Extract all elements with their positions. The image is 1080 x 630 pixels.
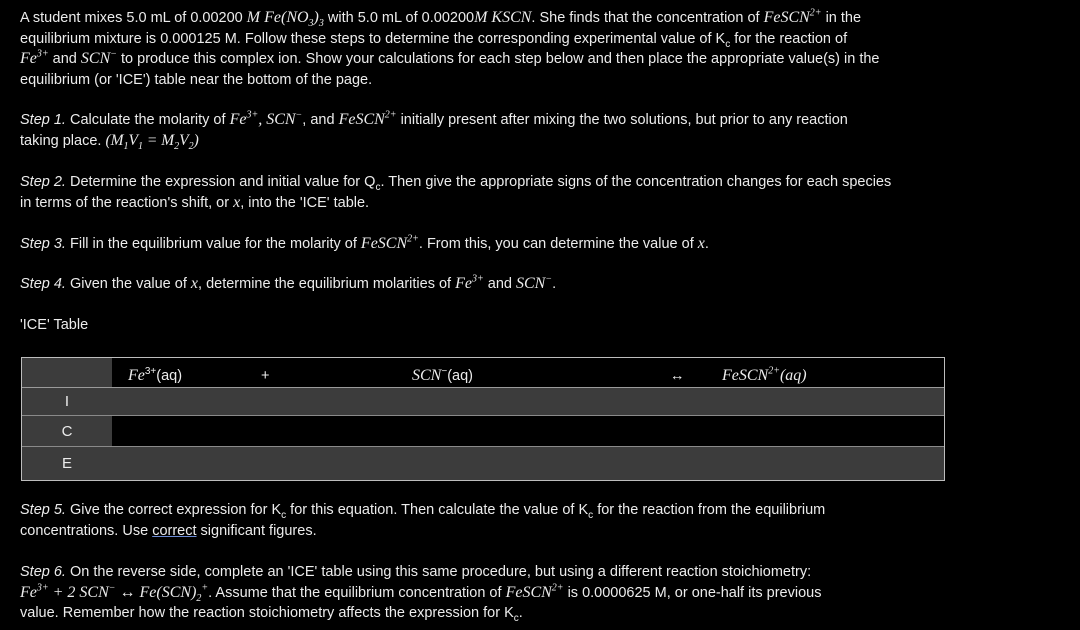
step-text: Given the value of bbox=[69, 276, 187, 292]
step-label: Step 4. bbox=[20, 276, 66, 292]
kc-subscript: c bbox=[513, 612, 519, 624]
kc-subscript: c bbox=[725, 38, 731, 50]
header-plus: + bbox=[261, 368, 270, 384]
step-text: for this equation. Then calculate the value of K bbox=[290, 502, 589, 518]
step-5 bbox=[20, 500, 950, 541]
step-label: Step 1. bbox=[20, 112, 66, 128]
x-variable: x bbox=[697, 235, 705, 252]
complex-formula: FeSCN$^{2+}$ bbox=[360, 233, 419, 252]
step-text: initially present after mixing the two solutions, but prior to any reaction bbox=[400, 112, 848, 128]
row-label-initial: I bbox=[64, 393, 70, 410]
step-text: Fill in the equilibrium value for the molarity of bbox=[69, 236, 357, 252]
complex-formula: FeSCN$^{2+}$ bbox=[763, 7, 822, 26]
kc-subscript: c bbox=[281, 509, 287, 521]
x-variable: x bbox=[233, 193, 241, 211]
intro-paragraph bbox=[20, 8, 950, 90]
complex-formula: FeSCN$^{2+}$ bbox=[505, 582, 564, 601]
step-text: Determine the expression and initial value for Q bbox=[69, 174, 376, 190]
iron-ion: $Fe^{3+}$ bbox=[20, 48, 49, 67]
step-text: , into the 'ICE' table. bbox=[240, 194, 370, 211]
ice-row-initial[interactable] bbox=[22, 388, 944, 416]
intro-text: equilibrium mixture is 0.000125 M. Follow these steps to determine the corresponding experimental value of K bbox=[20, 30, 726, 47]
step-text: significant figures. bbox=[200, 522, 317, 539]
intro-text: A student mixes 5.0 mL of 0.00200 bbox=[20, 10, 243, 26]
step-1 bbox=[20, 110, 950, 151]
step-3 bbox=[20, 234, 950, 255]
step-text: On the reverse side, complete an 'ICE' table using this same procedure, but using a different reaction stoichiometry: bbox=[69, 564, 812, 580]
step-text: concentrations. Use bbox=[20, 522, 149, 539]
step-6 bbox=[20, 562, 950, 624]
ice-header-row bbox=[22, 358, 944, 388]
step-label: Step 5. bbox=[20, 502, 66, 518]
intro-text: . She finds that the concentration of bbox=[531, 10, 760, 26]
iron-nitrate-formula: M $Fe(NO_3)_3$ bbox=[246, 9, 324, 30]
intro-text: equilibrium (or 'ICE') table near the bottom of the page. bbox=[20, 71, 373, 88]
step-label: Step 2. bbox=[20, 174, 66, 190]
step-4 bbox=[20, 274, 950, 295]
iron-ion: $Fe^{3+}$ bbox=[455, 273, 484, 292]
thiocyanate-ion: SCN− bbox=[80, 48, 117, 67]
qc-subscript: c bbox=[375, 181, 381, 193]
dilution-formula: $(M_1V_1 = M_2V_2)$ bbox=[105, 131, 199, 152]
intro-text: in the bbox=[825, 10, 862, 26]
header-equilibrium-arrow: ↔ bbox=[670, 368, 685, 384]
ice-label-column bbox=[22, 358, 112, 387]
step-text: , determine the equilibrium molarities of bbox=[198, 276, 452, 292]
x-variable: x bbox=[190, 275, 199, 292]
step-text: value. Remember how the reaction stoichiometry affects the expression for K bbox=[20, 605, 514, 621]
step-2 bbox=[20, 172, 950, 213]
ice-table bbox=[21, 357, 945, 481]
ice-row-equilibrium[interactable] bbox=[22, 447, 944, 480]
intro-text: and bbox=[52, 51, 77, 67]
row-label-change: C bbox=[61, 423, 73, 440]
intro-text: for the reaction of bbox=[734, 30, 848, 47]
header-iron: $Fe^{3+}(aq)$ bbox=[128, 366, 183, 384]
step-text: is 0.0000625 M, or one-half its previous bbox=[567, 584, 822, 601]
kc-subscript: c bbox=[588, 509, 594, 521]
reaction-equation: $Fe^{3+} + 2$ SCN− ↔ $Fe(SCN)_2^+$ bbox=[20, 582, 209, 604]
step-text: in terms of the reaction's shift, or bbox=[20, 194, 230, 211]
row-label-equilibrium: E bbox=[61, 455, 72, 472]
step-text: . From this, you can determine the value of bbox=[418, 236, 694, 252]
step-text: Calculate the molarity of bbox=[69, 112, 226, 128]
step-label: Step 6. bbox=[20, 564, 66, 580]
thiocyanate-ion: SCN− bbox=[516, 273, 553, 292]
kscn-formula: M KSCN bbox=[474, 9, 532, 26]
header-complex: FeSCN$^{2+}$(aq) bbox=[722, 365, 807, 384]
header-thiocyanate: SCN−(aq) bbox=[412, 366, 473, 384]
iron-ion: $Fe^{3+}$, SCN− bbox=[229, 109, 303, 128]
step-text: . Assume that the equilibrium concentration of bbox=[208, 584, 502, 601]
step-text: for the reaction from the equilibrium bbox=[597, 502, 826, 518]
step-text: . bbox=[518, 605, 523, 621]
step-text: . Then give the appropriate signs of the concentration changes for each species bbox=[380, 174, 892, 190]
intro-text: with 5.0 mL of 0.00200 bbox=[327, 10, 475, 26]
step-text: . bbox=[552, 276, 557, 292]
step-text: and bbox=[487, 276, 512, 292]
complex-formula: FeSCN$^{2+}$ bbox=[338, 109, 397, 128]
step-label: Step 3. bbox=[20, 236, 66, 252]
step-text: , and bbox=[302, 112, 335, 128]
step-text: Give the correct expression for K bbox=[69, 502, 282, 518]
ice-row-change[interactable] bbox=[22, 416, 944, 447]
step-text: taking place. bbox=[20, 132, 102, 149]
step-text: . bbox=[704, 236, 709, 252]
intro-text: to produce this complex ion. Show your calculations for each step below and then place the appropriate value(s) in the bbox=[121, 51, 880, 67]
correct-link[interactable]: correct bbox=[152, 522, 197, 539]
ice-table-title: 'ICE' Table bbox=[20, 317, 89, 333]
